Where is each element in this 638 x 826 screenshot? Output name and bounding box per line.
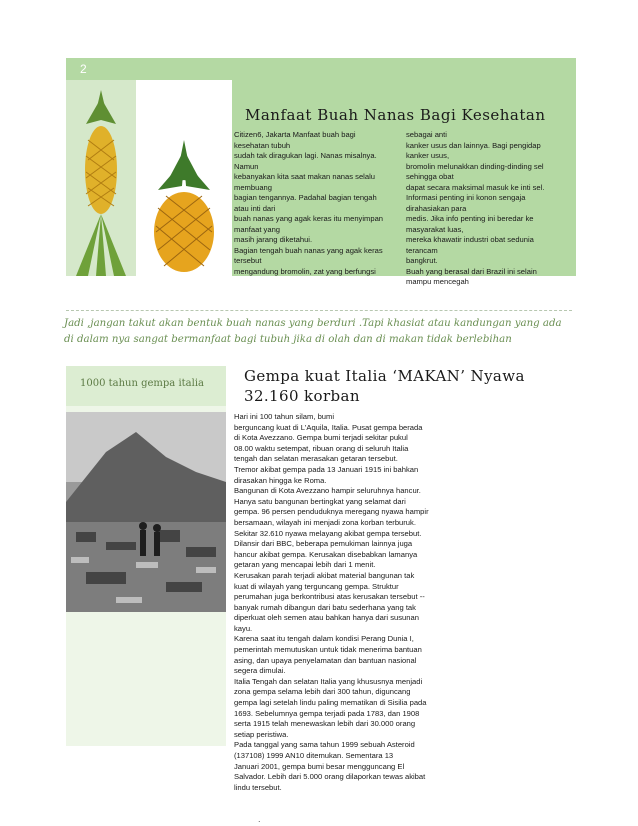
article1-title: Manfaat Buah Nanas Bagi Kesehatan (245, 106, 546, 124)
article2-title: Gempa kuat Italia ‘MAKAN’ Nyawa 32.160 korban (244, 367, 525, 405)
footer-mark: . (258, 814, 261, 824)
pineapple-fruit-photo (136, 80, 232, 276)
earthquake-ruins-photo (66, 412, 226, 612)
article1-column-1: Citizen6, Jakarta Manfaat buah bagi kesehatan tubuh sudah tak diragukan lagi. Nanas misalnya. Namun kebanyakan kita saat makan nanas selalu membuang bagian tengannya. Padahal bagian tengah atau inti dari buah nanas yang agak keras itu menyimpan manfaat yang masih jarang diketahui. Bagian tengah buah nanas yang agak keras tersebut mengandung bromolin, zat yang berfungsi (234, 130, 384, 276)
article2-body: Hari ini 100 tahun silam, bumi berguncang kuat di L'Aquila, Italia. Pusat gempa berada di Kota Avezzano. Gempa bumi terjadi sekitar pukul 08.00 waktu setempat, ribuan orang di seluruh Italia tengah dan selatan merasakan getaran tersebut. Tremor akibat gempa pada 13 Januari 1915 ini bahkan dirasakan hingga ke Roma. Bangunan di Kota Avezzano hampir seluruhnya hancur. Hanya satu bangunan bertingkat yang selamat dari gempa. 96 persen penduduknya meregang nyawa hampir bersamaan, wilayah ini menjadi zona korban terburuk. Sekitar 32.610 nyawa melayang akibat gempa tersebut. Dilansir dari BBC, beberapa pemukiman lainnya juga hancur akibat gempa. Kerusakan disebabkan lamanya getaran yang mencapai lebih dari 1 menit. Kerusakan parah terjadi akibat material bangunan tak kuat di wilayah yang terguncang gempa. Struktur perumahan juga berkontribusi atas kerusakan tersebut -- banyak rumah dibangun dari batu sederhana yang tak diperkuat oleh semen atau bahkan hanya dari susunan kayu. Karena saat itu tengah dalam kondisi Perang Dunia I, pemerintah memutuskan untuk tidak menerima bantuan asing, dan upaya penyelamatan dan bantuan nasional segera dimulai. Italia Tengah dan selatan Italia yang khususnya menjadi zona gempa selama lebih dari 300 tahun, diguncang gempa lagi setelah lindu paling mematikan di Sisilia pada 1693. Sebelumnya gempa terjadi pada 1783, dan 1908 serta 1915 telah menewaskan lebih dari 30.000 orang setiap peristiwa. Pada tanggal yang sama tahun 1999 sebuah Asteroid (137108) 1999 AN10 ditemukan. Sementara 13 Januari 2001, gempa bumi besar mengguncang El Salvador. Lebih dari 5.000 orang dilaporkan tewas akibat lindu tersebut. (234, 412, 429, 792)
pineapple-plant-photo (66, 80, 136, 276)
page-number: 2 (80, 62, 87, 76)
section-divider (66, 310, 572, 311)
pull-quote: Jadi ,jangan takut akan bentuk buah nanas yang berduri .Tapi khasiat atau kandungan yang ada di dalam nya sangat bermanfaat bagi tubuh jika di olah dan di makan tidak berlebihan (64, 318, 562, 345)
sidebar-caption: 1000 tahun gempa italia (80, 378, 204, 389)
article1-column-2: sebagai anti kanker usus dan lainnya. Bagi pengidap kanker usus, bromolin melunakkan dinding-dinding sel sehingga obat dapat secara maksimal masuk ke inti sel. Informasi penting ini konon sengaja dirahasiakan para medis. Jika info penting ini beredar ke masyarakat luas, mereka khawatir industri obat sedunia terancam bangkrut. Buah yang berasal dari Brazil ini selain mampu mencegah (406, 130, 545, 286)
